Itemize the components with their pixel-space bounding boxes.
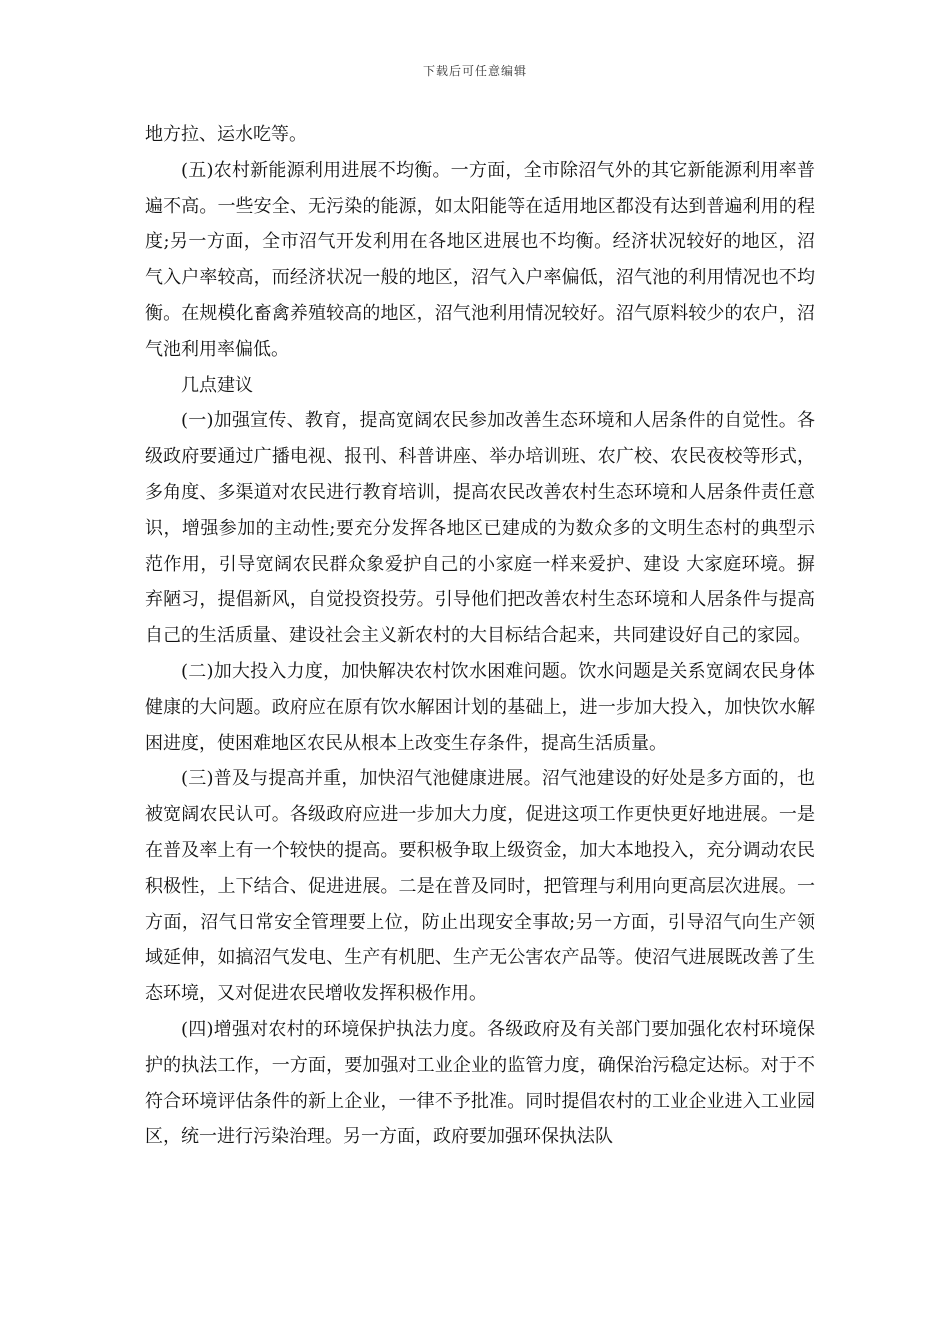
paragraph-suggestion-1: (一)加强宣传、教育，提高宽阔农民参加改善生态环境和人居条件的自觉性。各级政府要通过广播电视、报刊、科普讲座、举办培训班、农广校、农民夜校等形式，多角度、多渠道对农民进行教育培训，提高农民改善农村生态环境和人居条件责任意识，增强参加的主动性;要充分发挥各地区已建成的为数众多的文明生态村的典型示范作用，引导宽阔农民群众象爱护自己的小家庭一样来爱护、建设 大家庭环境。摒弃陋习，提倡新风，自觉投资投劳。引导他们把改善农村生态环境和人居条件与提高自己的生活质量、建设社会主义新农村的大目标结合起来，共同建设好自己的家园。 [145, 410, 815, 647]
paragraph-section-5: (五)农村新能源利用进展不均衡。一方面，全市除沼气外的其它新能源利用率普遍不高。一些安全、无污染的能源，如太阳能等在适用地区都没有达到普遍利用的程度;另一方面，全市沼气开发利用在各地区进展也不均衡。经济状况较好的地区，沼气入户率较高，而经济状况一般的地区，沼气入户率偏低，沼气池的利用情况也不均衡。在规模化畜禽养殖较高的地区，沼气池利用情况较好。沼气原料较少的农户，沼气池利用率偏低。 [145, 159, 815, 360]
document-body [145, 117, 815, 1155]
paragraph-suggestion-4: (四)增强对农村的环境保护执法力度。各级政府及有关部门要加强化农村环境保护的执法工作，一方面，要加强对工业企业的监管力度，确保治污稳定达标。对于不符合环境评估条件的新上企业，一律不予批准。同时提倡农村的工业企业进入工业园区，统一进行污染治理。另一方面，政府要加强环保执法队 [145, 1018, 815, 1148]
section-heading-suggestions: 几点建议 [181, 374, 253, 396]
paragraph-suggestion-2: (二)加大投入力度，加快解决农村饮水困难问题。饮水问题是关系宽阔农民身体健康的大问题。政府应在原有饮水解困计划的基础上，进一步加大投入，加快饮水解困进度，使困难地区农民从根本上改变生存条件，提高生活质量。 [145, 660, 815, 754]
page-header: 下载后可任意编辑 [422, 64, 527, 78]
paragraph-suggestion-3: (三)普及与提高并重，加快沼气池健康进展。沼气池建设的好处是多方面的，也被宽阔农民认可。各级政府应进一步加大力度，促进这项工作更快更好地进展。一是在普及率上有一个较快的提高。要积极争取上级资金，加大本地投入，充分调动农民积极性，上下结合、促进进展。二是在普及同时，把管理与利用向更高层次进展。一方面，沼气日常安全管理要上位，防止出现安全事故;另一方面，引导沼气向生产领域延伸，如搞沼气发电、生产有机肥、生产无公害农产品等。使沼气进展既改善了生态环境，又对促进农民增收发挥积极作用。 [145, 768, 815, 1005]
paragraph-continuation: 地方拉、运水吃等。 [145, 124, 307, 145]
